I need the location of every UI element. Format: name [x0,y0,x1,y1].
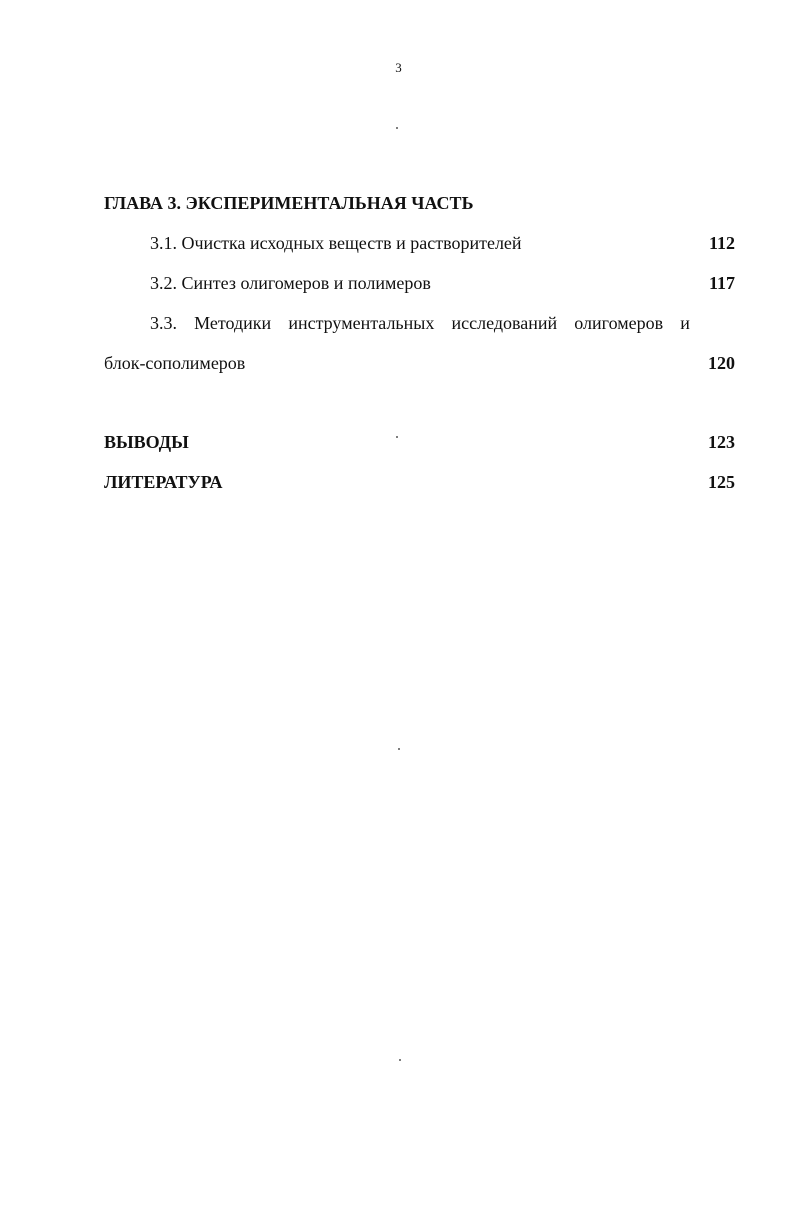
toc-entry-word: 3.3. [150,313,177,333]
toc-entry-word: Методики [194,313,272,333]
toc-entry-title-line-1 [104,312,690,334]
toc-entry-title-continuation: блок-сополимеров [104,353,246,373]
toc-entry-word: и [680,313,690,333]
page-number: 3 [395,60,402,75]
conclusions-page: 123 [708,432,735,452]
toc-entry-3-1 [104,232,735,254]
toc-entry-3-2 [104,272,735,294]
toc-entry-page: 112 [708,233,735,253]
toc-entry-word: олигомеров [574,313,664,333]
toc-entry-title-line-2 [104,352,735,374]
toc-entry-title: 3.2. Синтез олигомеров и полимеров [150,273,431,293]
scan-speck [398,748,400,750]
toc-entry-page: 117 [708,273,735,293]
toc-entry-word: исследований [451,313,558,333]
chapter-heading: ГЛАВА 3. ЭКСПЕРИМЕНТАЛЬНАЯ ЧАСТЬ [104,193,474,213]
conclusions-title: ВЫВОДЫ [104,432,189,452]
scan-speck [399,1059,401,1061]
literature-page: 125 [708,472,735,492]
toc-entry-literature [104,471,735,493]
toc-entry-page: 120 [708,353,735,373]
literature-title: ЛИТЕРАТУРА [104,472,223,492]
toc-entry-conclusions [104,431,735,453]
table-of-contents [104,192,735,493]
toc-entry-title: 3.1. Очистка исходных веществ и растворителей [150,233,522,253]
scan-speck [396,127,398,129]
toc-entry-word: инструментальных [288,313,435,333]
toc-entry-3-3 [104,312,735,374]
